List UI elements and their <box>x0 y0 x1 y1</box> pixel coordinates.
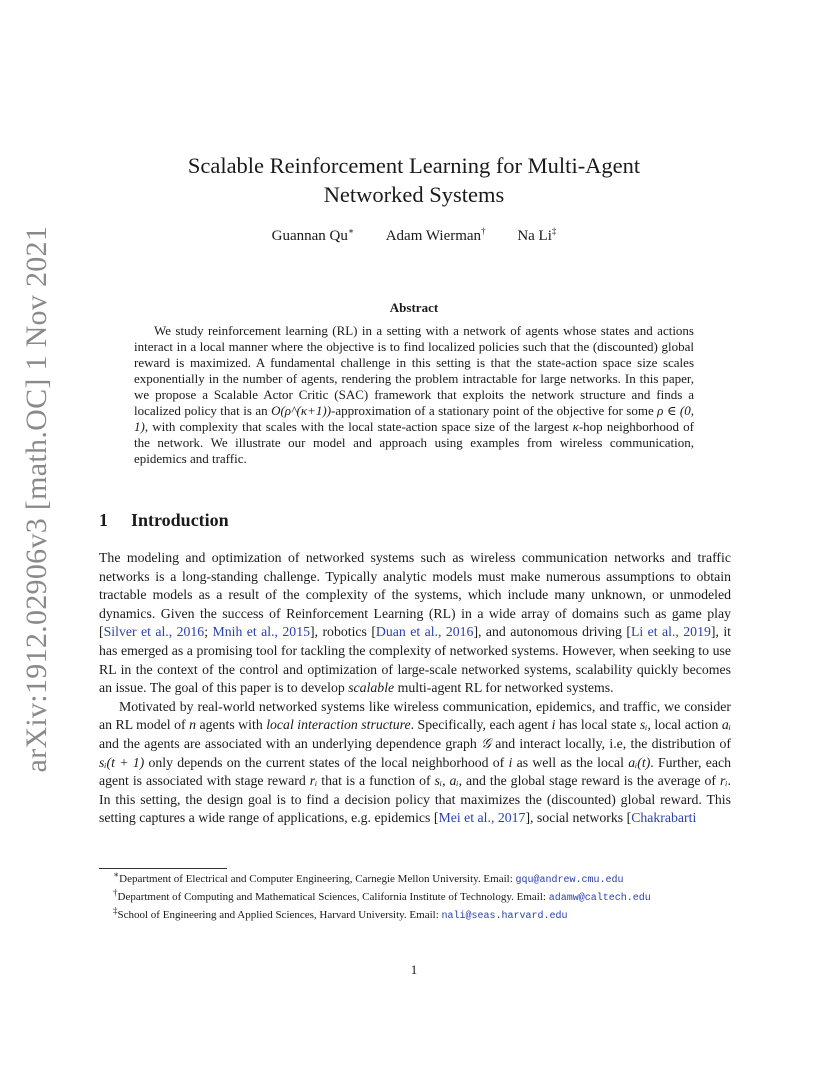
page-number: 1 <box>410 962 418 977</box>
abstract-heading: Abstract <box>389 300 439 315</box>
footnote: ‡School of Engineering and Applied Sciences, Harvard University. Email: nali@seas.harvard.edu <box>113 905 568 922</box>
paragraph: Motivated by real-world networked systems like wireless communication, epidemics, and traffic, we consider an RL model of n agents with local interaction structure. Specifically, each agent i has local state sᵢ, local action aᵢ and the agents are associated with an underlying dependence graph 𝒢 and interact locally, i.e, the distribution of sᵢ(t + 1) only depends on the current states of the local neighborhood of i as well as the local aᵢ(t). Further, each agent is associated with stage reward rᵢ that is a function of sᵢ, aᵢ, and the global stage reward is the average of rᵢ. In this setting, the design goal is to find a decision policy that maximizes the (discounted) global reward. This setting captures a wide range of applications, e.g. epidemics [Mei et al., 2017], social networks [Chakrabarti <box>99 698 732 826</box>
citation-link[interactable]: Silver et al., 2016 <box>103 624 205 640</box>
author: Na Li‡ <box>517 226 557 244</box>
math-inline: ρ ∈ (0, 1) <box>134 403 695 434</box>
math-inline: O(ρ^(κ+1)) <box>271 403 332 418</box>
email-link[interactable]: gqu@andrew.cmu.edu <box>515 875 624 886</box>
abstract-body: We study reinforcement learning (RL) in a setting with a network of agents whose states and actions interact in a local manner where the objective is to find localized policies such that the (discounted) global reward is maximized. A fundamental challenge in this setting is that the state-action space size scales exponentially in the number of agents, rendering the problem intractable for large networks. In this paper, we propose a Scalable Actor Critic (SAC) framework that exploits the network structure and finds a localized policy that is an O(ρ^(κ+1))-approximation of a stationary point of the objective for some ρ ∈ (0, 1), with complexity that scales with the local state-action space size of the largest κ-hop neighborhood of the network. We illustrate our model and approach using examples from wireless communication, epidemics and traffic. <box>134 323 695 466</box>
email-link[interactable]: nali@seas.harvard.edu <box>441 911 568 922</box>
section-heading <box>99 510 229 531</box>
citation-link[interactable]: Mnih et al., 2015 <box>212 624 310 640</box>
paper-title <box>0 151 828 209</box>
email-link[interactable]: adamw@caltech.edu <box>548 893 651 904</box>
citation-link[interactable]: Chakrabarti <box>631 810 697 826</box>
footnote: †Department of Computing and Mathematical Sciences, California Institute of Technology. Email: adamw@caltech.edu <box>113 887 651 904</box>
author-list <box>0 228 828 245</box>
title-line-2: Networked Systems <box>323 182 505 207</box>
section-number: 1 <box>99 510 108 530</box>
author: Adam Wierman† <box>385 226 486 244</box>
citation-link[interactable]: Li et al., 2019 <box>630 624 711 640</box>
citation-link[interactable]: Mei et al., 2017 <box>438 810 526 826</box>
math-inline: κ <box>572 419 579 434</box>
section-title: Introduction <box>131 510 229 530</box>
author: Guannan Qu∗ <box>271 226 354 244</box>
title-line-1: Scalable Reinforcement Learning for Multi-Agent <box>187 153 641 178</box>
section-body <box>99 549 731 828</box>
footnote: ∗Department of Electrical and Computer Engineering, Carnegie Mellon University. Email: gqu@andrew.cmu.edu <box>113 869 624 886</box>
arxiv-sidebar <box>18 225 56 773</box>
arxiv-identifier: arXiv:1912.02906v3 [math.OC] 1 Nov 2021 <box>20 225 53 773</box>
citation-link[interactable]: Duan et al., 2016 <box>375 624 474 640</box>
footnotes <box>99 871 731 925</box>
paragraph: The modeling and optimization of networked systems such as wireless communication networks and traffic networks is a long-standing challenge. Typically analytic models must make numerous assumptions to obtain tractable models as a result of the complexity of the systems, which include many unknown, or unmodeled dynamics. Given the success of Reinforcement Learning (RL) in a wide array of domains such as game play [Silver et al., 2016; Mnih et al., 2015], robotics [Duan et al., 2016], and autonomous driving [Li et al., 2019], it has emerged as a promising tool for tackling the complexity of networked systems. However, when seeking to use RL in the context of the control and optimization of large-scale networked systems, scalability quickly becomes an issue. The goal of this paper is to develop scalable multi-agent RL for networked systems. <box>99 550 731 696</box>
